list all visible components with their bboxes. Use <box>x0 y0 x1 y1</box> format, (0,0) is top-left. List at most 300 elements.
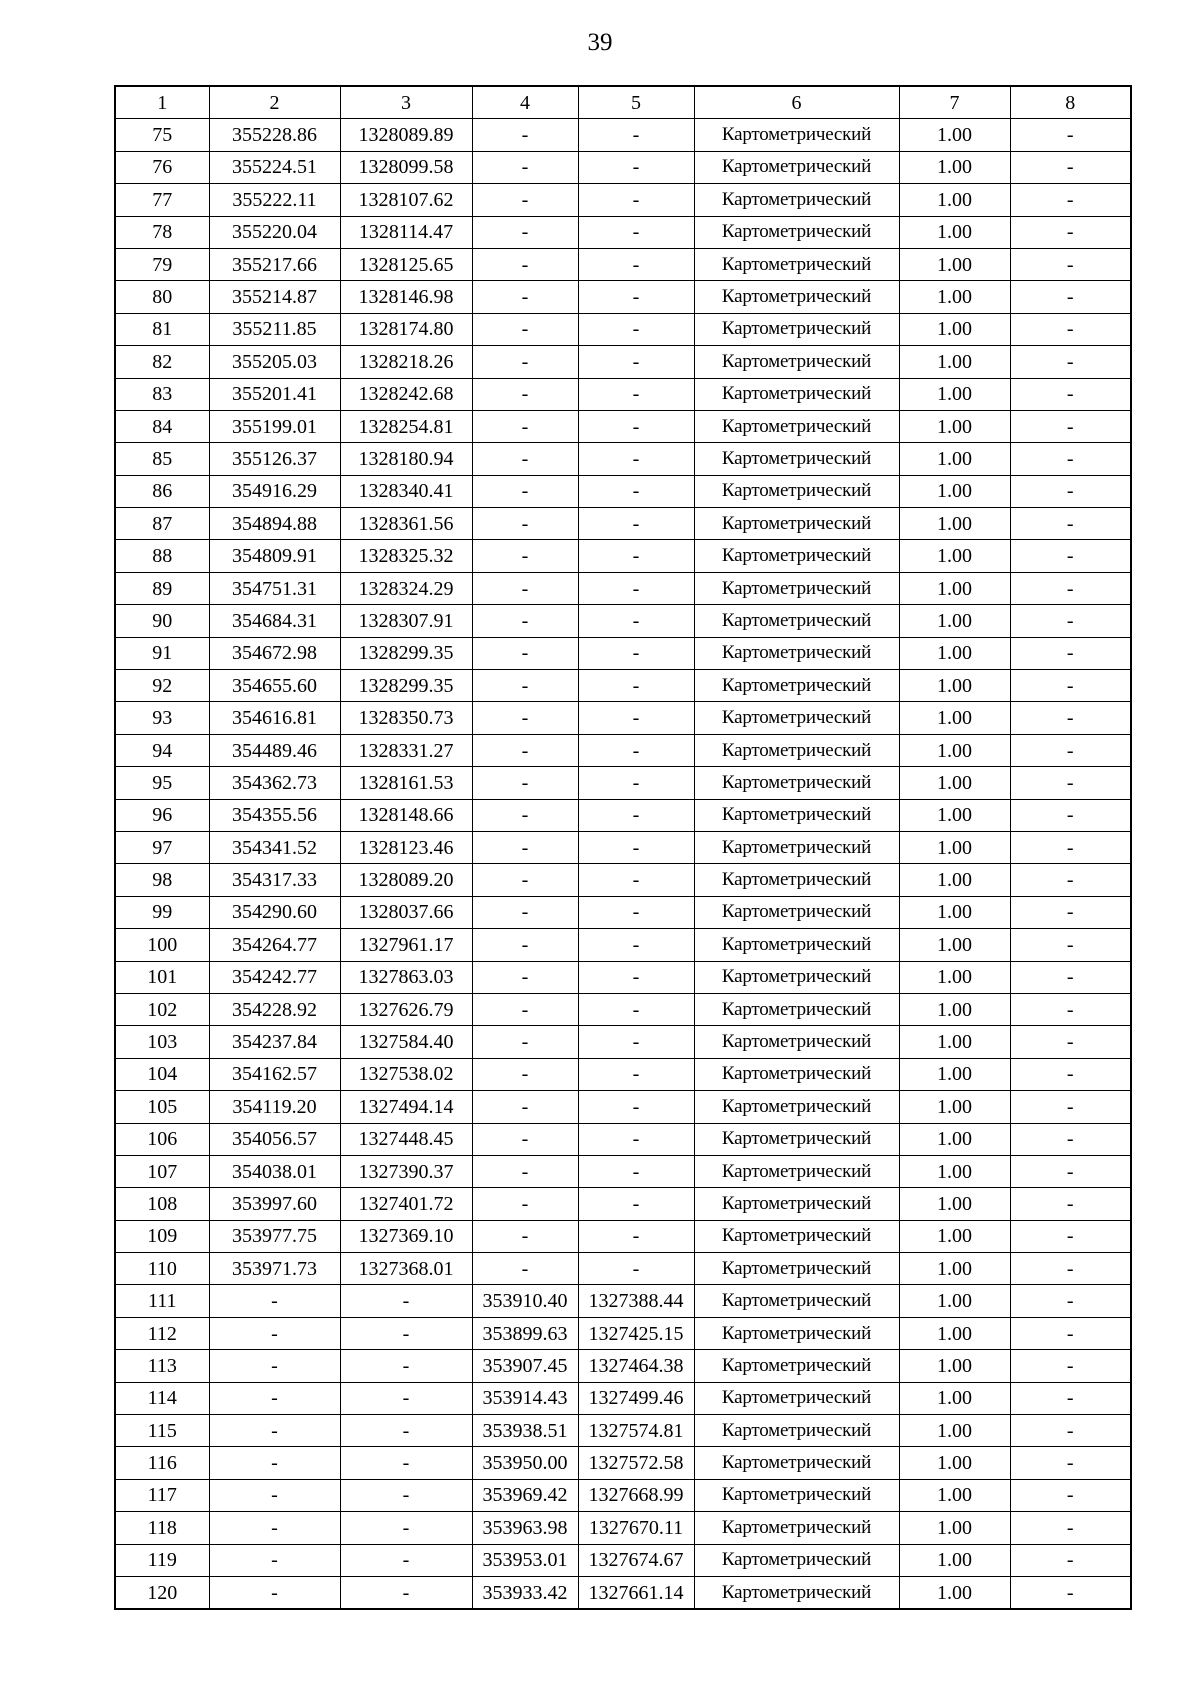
table-cell-col-4: - <box>472 1123 578 1155</box>
table-cell-col-4: - <box>472 864 578 896</box>
table-cell-col-1: 82 <box>115 346 209 378</box>
table-cell-col-1: 98 <box>115 864 209 896</box>
table-cell-col-4: - <box>472 929 578 961</box>
table-cell-col-8: - <box>1010 1512 1131 1544</box>
table-cell-col-2: 355211.85 <box>209 313 340 345</box>
table-cell-col-5: - <box>578 993 694 1025</box>
table-cell-col-7: 1.00 <box>899 799 1010 831</box>
table-cell-col-4: - <box>472 1026 578 1058</box>
table-cell-col-4: 353963.98 <box>472 1512 578 1544</box>
table-cell-col-6: Картометрический <box>694 993 899 1025</box>
table-cell-col-8: - <box>1010 864 1131 896</box>
table-cell-col-7: 1.00 <box>899 1317 1010 1349</box>
table-row <box>115 184 1131 216</box>
table-cell-col-2: 353971.73 <box>209 1253 340 1285</box>
table-cell-col-7: 1.00 <box>899 572 1010 604</box>
table-row <box>115 572 1131 604</box>
table-cell-col-4: - <box>472 1155 578 1187</box>
table-cell-col-3: 1328324.29 <box>340 572 472 604</box>
table-cell-col-4: - <box>472 184 578 216</box>
table-row <box>115 1479 1131 1511</box>
table-cell-col-3: 1328107.62 <box>340 184 472 216</box>
table-cell-col-3: 1328180.94 <box>340 443 472 475</box>
table-cell-col-2: 354355.56 <box>209 799 340 831</box>
table-cell-col-8: - <box>1010 929 1131 961</box>
table-cell-col-6: Картометрический <box>694 572 899 604</box>
table-cell-col-4: - <box>472 540 578 572</box>
table-cell-col-1: 79 <box>115 248 209 280</box>
table-cell-col-6: Картометрический <box>694 410 899 442</box>
table-row <box>115 475 1131 507</box>
table-cell-col-7: 1.00 <box>899 281 1010 313</box>
table-cell-col-6: Картометрический <box>694 1479 899 1511</box>
table-cell-col-4: - <box>472 1058 578 1090</box>
table-cell-col-4: - <box>472 410 578 442</box>
table-cell-col-2: - <box>209 1576 340 1609</box>
table-cell-col-4: 353933.42 <box>472 1576 578 1609</box>
table-cell-col-6: Картометрический <box>694 637 899 669</box>
table-cell-col-4: - <box>472 378 578 410</box>
table-cell-col-2: 354362.73 <box>209 767 340 799</box>
table-cell-col-3: - <box>340 1544 472 1576</box>
table-cell-col-2: 354916.29 <box>209 475 340 507</box>
column-header-3: 3 <box>340 86 472 119</box>
table-cell-col-8: - <box>1010 670 1131 702</box>
table-cell-col-7: 1.00 <box>899 1155 1010 1187</box>
table-cell-col-1: 75 <box>115 119 209 151</box>
table-cell-col-1: 76 <box>115 151 209 183</box>
table-cell-col-6: Картометрический <box>694 1026 899 1058</box>
table-row <box>115 1544 1131 1576</box>
table-cell-col-5: - <box>578 378 694 410</box>
table-cell-col-3: - <box>340 1415 472 1447</box>
table-cell-col-1: 113 <box>115 1350 209 1382</box>
table-row <box>115 119 1131 151</box>
table-cell-col-3: - <box>340 1317 472 1349</box>
table-cell-col-7: 1.00 <box>899 1350 1010 1382</box>
table-cell-col-2: 354489.46 <box>209 734 340 766</box>
table-cell-col-8: - <box>1010 119 1131 151</box>
table-row <box>115 540 1131 572</box>
table-cell-col-6: Картометрический <box>694 1188 899 1220</box>
table-cell-col-4: - <box>472 443 578 475</box>
table-cell-col-8: - <box>1010 1026 1131 1058</box>
table-row <box>115 1026 1131 1058</box>
table-cell-col-3: 1328242.68 <box>340 378 472 410</box>
table-cell-col-3: 1328037.66 <box>340 896 472 928</box>
table-cell-col-1: 101 <box>115 961 209 993</box>
table-row <box>115 1155 1131 1187</box>
table-cell-col-8: - <box>1010 1382 1131 1414</box>
table-cell-col-3: - <box>340 1447 472 1479</box>
table-cell-col-2: 355222.11 <box>209 184 340 216</box>
header-row <box>115 86 1131 119</box>
table-cell-col-5: - <box>578 605 694 637</box>
table-cell-col-5: - <box>578 443 694 475</box>
table-cell-col-5: - <box>578 799 694 831</box>
table-cell-col-2: 354655.60 <box>209 670 340 702</box>
table-cell-col-6: Картометрический <box>694 346 899 378</box>
table-cell-col-8: - <box>1010 1447 1131 1479</box>
table-cell-col-1: 120 <box>115 1576 209 1609</box>
table-cell-col-8: - <box>1010 346 1131 378</box>
table-cell-col-6: Картометрический <box>694 1220 899 1252</box>
table-cell-col-4: - <box>472 281 578 313</box>
table-cell-col-7: 1.00 <box>899 1512 1010 1544</box>
table-cell-col-1: 118 <box>115 1512 209 1544</box>
table-cell-col-3: 1328148.66 <box>340 799 472 831</box>
table-cell-col-7: 1.00 <box>899 831 1010 863</box>
table-cell-col-8: - <box>1010 1123 1131 1155</box>
table-cell-col-4: - <box>472 670 578 702</box>
table-cell-col-5: - <box>578 313 694 345</box>
table-cell-col-4: 353907.45 <box>472 1350 578 1382</box>
table-row <box>115 508 1131 540</box>
table-cell-col-7: 1.00 <box>899 1026 1010 1058</box>
table-row <box>115 1382 1131 1414</box>
table-cell-col-6: Картометрический <box>694 540 899 572</box>
table-cell-col-6: Картометрический <box>694 1544 899 1576</box>
table-cell-col-2: 355199.01 <box>209 410 340 442</box>
table-cell-col-3: - <box>340 1576 472 1609</box>
table-cell-col-6: Картометрический <box>694 248 899 280</box>
table-cell-col-1: 102 <box>115 993 209 1025</box>
table-cell-col-7: 1.00 <box>899 1253 1010 1285</box>
table-cell-col-2: 353977.75 <box>209 1220 340 1252</box>
table-cell-col-2: - <box>209 1350 340 1382</box>
table-cell-col-5: 1327464.38 <box>578 1350 694 1382</box>
table-cell-col-3: 1328307.91 <box>340 605 472 637</box>
table-cell-col-7: 1.00 <box>899 702 1010 734</box>
table-cell-col-6: Картометрический <box>694 508 899 540</box>
table-row <box>115 1317 1131 1349</box>
table-cell-col-6: Картометрический <box>694 1415 899 1447</box>
table-cell-col-1: 103 <box>115 1026 209 1058</box>
table-cell-col-3: - <box>340 1479 472 1511</box>
table-cell-col-7: 1.00 <box>899 1220 1010 1252</box>
table-cell-col-5: - <box>578 281 694 313</box>
table-cell-col-5: - <box>578 346 694 378</box>
column-header-6: 6 <box>694 86 899 119</box>
table-cell-col-2: 354162.57 <box>209 1058 340 1090</box>
table-row <box>115 637 1131 669</box>
table-cell-col-8: - <box>1010 248 1131 280</box>
table-cell-col-1: 91 <box>115 637 209 669</box>
table-cell-col-8: - <box>1010 572 1131 604</box>
table-row <box>115 702 1131 734</box>
table-cell-col-1: 112 <box>115 1317 209 1349</box>
table-body <box>115 119 1131 1609</box>
table-cell-col-5: - <box>578 1188 694 1220</box>
table-cell-col-1: 108 <box>115 1188 209 1220</box>
table-cell-col-7: 1.00 <box>899 1188 1010 1220</box>
table-cell-col-2: 354616.81 <box>209 702 340 734</box>
table-cell-col-2: 354684.31 <box>209 605 340 637</box>
table-cell-col-5: - <box>578 1026 694 1058</box>
table-cell-col-4: 353938.51 <box>472 1415 578 1447</box>
table-cell-col-1: 95 <box>115 767 209 799</box>
table-cell-col-3: 1328114.47 <box>340 216 472 248</box>
table-cell-col-2: - <box>209 1317 340 1349</box>
table-cell-col-8: - <box>1010 1317 1131 1349</box>
table-cell-col-5: - <box>578 734 694 766</box>
table-row <box>115 151 1131 183</box>
table-cell-col-4: - <box>472 346 578 378</box>
table-row <box>115 1253 1131 1285</box>
table-cell-col-2: - <box>209 1544 340 1576</box>
table-cell-col-2: 354290.60 <box>209 896 340 928</box>
table-cell-col-2: 354341.52 <box>209 831 340 863</box>
table-cell-col-1: 90 <box>115 605 209 637</box>
table-cell-col-7: 1.00 <box>899 184 1010 216</box>
table-row <box>115 1350 1131 1382</box>
table-cell-col-2: - <box>209 1447 340 1479</box>
table-cell-col-3: 1328299.35 <box>340 637 472 669</box>
table-row <box>115 734 1131 766</box>
table-cell-col-1: 99 <box>115 896 209 928</box>
table-cell-col-1: 97 <box>115 831 209 863</box>
table-cell-col-1: 117 <box>115 1479 209 1511</box>
table-cell-col-5: - <box>578 637 694 669</box>
coordinates-table <box>114 85 1132 1610</box>
table-cell-col-6: Картометрический <box>694 1285 899 1317</box>
table-cell-col-3: 1327863.03 <box>340 961 472 993</box>
column-header-2: 2 <box>209 86 340 119</box>
table-cell-col-7: 1.00 <box>899 670 1010 702</box>
table-cell-col-2: 354264.77 <box>209 929 340 961</box>
table-cell-col-6: Картометрический <box>694 151 899 183</box>
table-cell-col-2: 354809.91 <box>209 540 340 572</box>
table-cell-col-8: - <box>1010 443 1131 475</box>
table-cell-col-3: 1328099.58 <box>340 151 472 183</box>
table-cell-col-1: 106 <box>115 1123 209 1155</box>
table-cell-col-5: - <box>578 670 694 702</box>
table-cell-col-4: - <box>472 961 578 993</box>
table-row <box>115 929 1131 961</box>
table-cell-col-7: 1.00 <box>899 1123 1010 1155</box>
table-cell-col-5: - <box>578 184 694 216</box>
table-cell-col-3: 1328174.80 <box>340 313 472 345</box>
table-cell-col-3: 1328089.89 <box>340 119 472 151</box>
table-cell-col-7: 1.00 <box>899 540 1010 572</box>
table-cell-col-5: 1327425.15 <box>578 1317 694 1349</box>
table-cell-col-7: 1.00 <box>899 1285 1010 1317</box>
table-cell-col-4: - <box>472 637 578 669</box>
table-cell-col-6: Картометрический <box>694 605 899 637</box>
table-cell-col-8: - <box>1010 184 1131 216</box>
column-header-8: 8 <box>1010 86 1131 119</box>
table-cell-col-5: - <box>578 831 694 863</box>
table-cell-col-7: 1.00 <box>899 346 1010 378</box>
table-cell-col-8: - <box>1010 281 1131 313</box>
table-cell-col-3: - <box>340 1285 472 1317</box>
table-cell-col-5: - <box>578 248 694 280</box>
table-cell-col-5: - <box>578 1155 694 1187</box>
table-row <box>115 993 1131 1025</box>
table-cell-col-4: - <box>472 831 578 863</box>
table-header <box>115 86 1131 119</box>
table-cell-col-1: 114 <box>115 1382 209 1414</box>
table-cell-col-1: 116 <box>115 1447 209 1479</box>
table-cell-col-4: - <box>472 572 578 604</box>
table-cell-col-2: - <box>209 1285 340 1317</box>
table-cell-col-7: 1.00 <box>899 993 1010 1025</box>
table-cell-col-1: 96 <box>115 799 209 831</box>
table-row <box>115 605 1131 637</box>
table-cell-col-5: - <box>578 572 694 604</box>
table-cell-col-4: - <box>472 1188 578 1220</box>
table-cell-col-2: 354894.88 <box>209 508 340 540</box>
table-cell-col-7: 1.00 <box>899 1058 1010 1090</box>
table-cell-col-4: - <box>472 993 578 1025</box>
table-cell-col-3: 1328254.81 <box>340 410 472 442</box>
table-cell-col-5: - <box>578 767 694 799</box>
table-cell-col-8: - <box>1010 216 1131 248</box>
table-cell-col-8: - <box>1010 961 1131 993</box>
table-cell-col-8: - <box>1010 475 1131 507</box>
table-cell-col-4: 353899.63 <box>472 1317 578 1349</box>
table-cell-col-6: Картометрический <box>694 1576 899 1609</box>
table-cell-col-4: - <box>472 702 578 734</box>
table-cell-col-7: 1.00 <box>899 475 1010 507</box>
table-row <box>115 443 1131 475</box>
table-cell-col-8: - <box>1010 896 1131 928</box>
table-row <box>115 670 1131 702</box>
table-cell-col-3: - <box>340 1350 472 1382</box>
table-cell-col-2: 355224.51 <box>209 151 340 183</box>
table-cell-col-2: 354228.92 <box>209 993 340 1025</box>
table-cell-col-2: 354237.84 <box>209 1026 340 1058</box>
table-cell-col-6: Картометрический <box>694 896 899 928</box>
table-cell-col-4: - <box>472 508 578 540</box>
table-cell-col-5: - <box>578 1220 694 1252</box>
table-cell-col-1: 80 <box>115 281 209 313</box>
table-cell-col-3: - <box>340 1512 472 1544</box>
table-cell-col-5: - <box>578 961 694 993</box>
table-cell-col-2: 354119.20 <box>209 1091 340 1123</box>
table-cell-col-3: 1328146.98 <box>340 281 472 313</box>
table-cell-col-3: 1328361.56 <box>340 508 472 540</box>
table-cell-col-4: - <box>472 119 578 151</box>
table-cell-col-2: 353997.60 <box>209 1188 340 1220</box>
table-cell-col-5: - <box>578 475 694 507</box>
table-cell-col-7: 1.00 <box>899 378 1010 410</box>
table-cell-col-3: 1327538.02 <box>340 1058 472 1090</box>
table-cell-col-8: - <box>1010 151 1131 183</box>
table-cell-col-4: 353910.40 <box>472 1285 578 1317</box>
table-cell-col-5: - <box>578 410 694 442</box>
table-cell-col-7: 1.00 <box>899 1447 1010 1479</box>
table-cell-col-4: - <box>472 1220 578 1252</box>
table-cell-col-7: 1.00 <box>899 767 1010 799</box>
table-cell-col-4: 353950.00 <box>472 1447 578 1479</box>
table-cell-col-6: Картометрический <box>694 1123 899 1155</box>
table-cell-col-8: - <box>1010 410 1131 442</box>
table-cell-col-5: - <box>578 216 694 248</box>
table-cell-col-7: 1.00 <box>899 313 1010 345</box>
table-cell-col-2: 354056.57 <box>209 1123 340 1155</box>
table-cell-col-7: 1.00 <box>899 1415 1010 1447</box>
table-cell-col-7: 1.00 <box>899 1576 1010 1609</box>
table-cell-col-4: - <box>472 313 578 345</box>
table-cell-col-1: 92 <box>115 670 209 702</box>
table-row <box>115 281 1131 313</box>
table-row <box>115 1188 1131 1220</box>
table-cell-col-8: - <box>1010 1091 1131 1123</box>
column-header-4: 4 <box>472 86 578 119</box>
table-cell-col-4: - <box>472 799 578 831</box>
table-cell-col-3: 1328125.65 <box>340 248 472 280</box>
table-cell-col-8: - <box>1010 540 1131 572</box>
table-cell-col-2: 355220.04 <box>209 216 340 248</box>
table-cell-col-6: Картометрический <box>694 1317 899 1349</box>
table-cell-col-1: 107 <box>115 1155 209 1187</box>
table-cell-col-8: - <box>1010 1479 1131 1511</box>
table-cell-col-7: 1.00 <box>899 1479 1010 1511</box>
table-cell-col-8: - <box>1010 1285 1131 1317</box>
table-cell-col-6: Картометрический <box>694 216 899 248</box>
table-cell-col-6: Картометрический <box>694 831 899 863</box>
table-cell-col-1: 104 <box>115 1058 209 1090</box>
page-number: 39 <box>587 29 613 56</box>
table-row <box>115 1220 1131 1252</box>
table-cell-col-5: 1327661.14 <box>578 1576 694 1609</box>
table-cell-col-1: 78 <box>115 216 209 248</box>
table-row <box>115 248 1131 280</box>
table-row <box>115 1576 1131 1609</box>
table-cell-col-4: - <box>472 151 578 183</box>
table-cell-col-3: 1327390.37 <box>340 1155 472 1187</box>
table-row <box>115 1123 1131 1155</box>
table-cell-col-5: - <box>578 864 694 896</box>
table-cell-col-6: Картометрический <box>694 443 899 475</box>
table-cell-col-4: 353969.42 <box>472 1479 578 1511</box>
table-cell-col-7: 1.00 <box>899 1091 1010 1123</box>
table-cell-col-1: 109 <box>115 1220 209 1252</box>
table-cell-col-6: Картометрический <box>694 378 899 410</box>
table-cell-col-1: 89 <box>115 572 209 604</box>
table-cell-col-2: 354038.01 <box>209 1155 340 1187</box>
table-cell-col-1: 77 <box>115 184 209 216</box>
table-row <box>115 378 1131 410</box>
table-cell-col-5: - <box>578 1123 694 1155</box>
table-cell-col-8: - <box>1010 799 1131 831</box>
table-cell-col-3: 1327401.72 <box>340 1188 472 1220</box>
table-cell-col-3: 1328325.32 <box>340 540 472 572</box>
table-cell-col-1: 93 <box>115 702 209 734</box>
table-cell-col-8: - <box>1010 313 1131 345</box>
table-row <box>115 1415 1131 1447</box>
table-cell-col-7: 1.00 <box>899 1544 1010 1576</box>
table-cell-col-6: Картометрический <box>694 767 899 799</box>
table-cell-col-8: - <box>1010 1253 1131 1285</box>
table-cell-col-6: Картометрический <box>694 313 899 345</box>
table-cell-col-7: 1.00 <box>899 119 1010 151</box>
table-cell-col-7: 1.00 <box>899 151 1010 183</box>
table-cell-col-7: 1.00 <box>899 961 1010 993</box>
table-cell-col-3: 1328299.35 <box>340 670 472 702</box>
table-cell-col-3: 1327368.01 <box>340 1253 472 1285</box>
table-cell-col-6: Картометрический <box>694 702 899 734</box>
table-cell-col-6: Картометрический <box>694 1512 899 1544</box>
table-cell-col-1: 105 <box>115 1091 209 1123</box>
table-cell-col-1: 94 <box>115 734 209 766</box>
table-cell-col-7: 1.00 <box>899 216 1010 248</box>
table-cell-col-8: - <box>1010 637 1131 669</box>
table-cell-col-7: 1.00 <box>899 410 1010 442</box>
table-cell-col-1: 84 <box>115 410 209 442</box>
table-cell-col-4: - <box>472 605 578 637</box>
